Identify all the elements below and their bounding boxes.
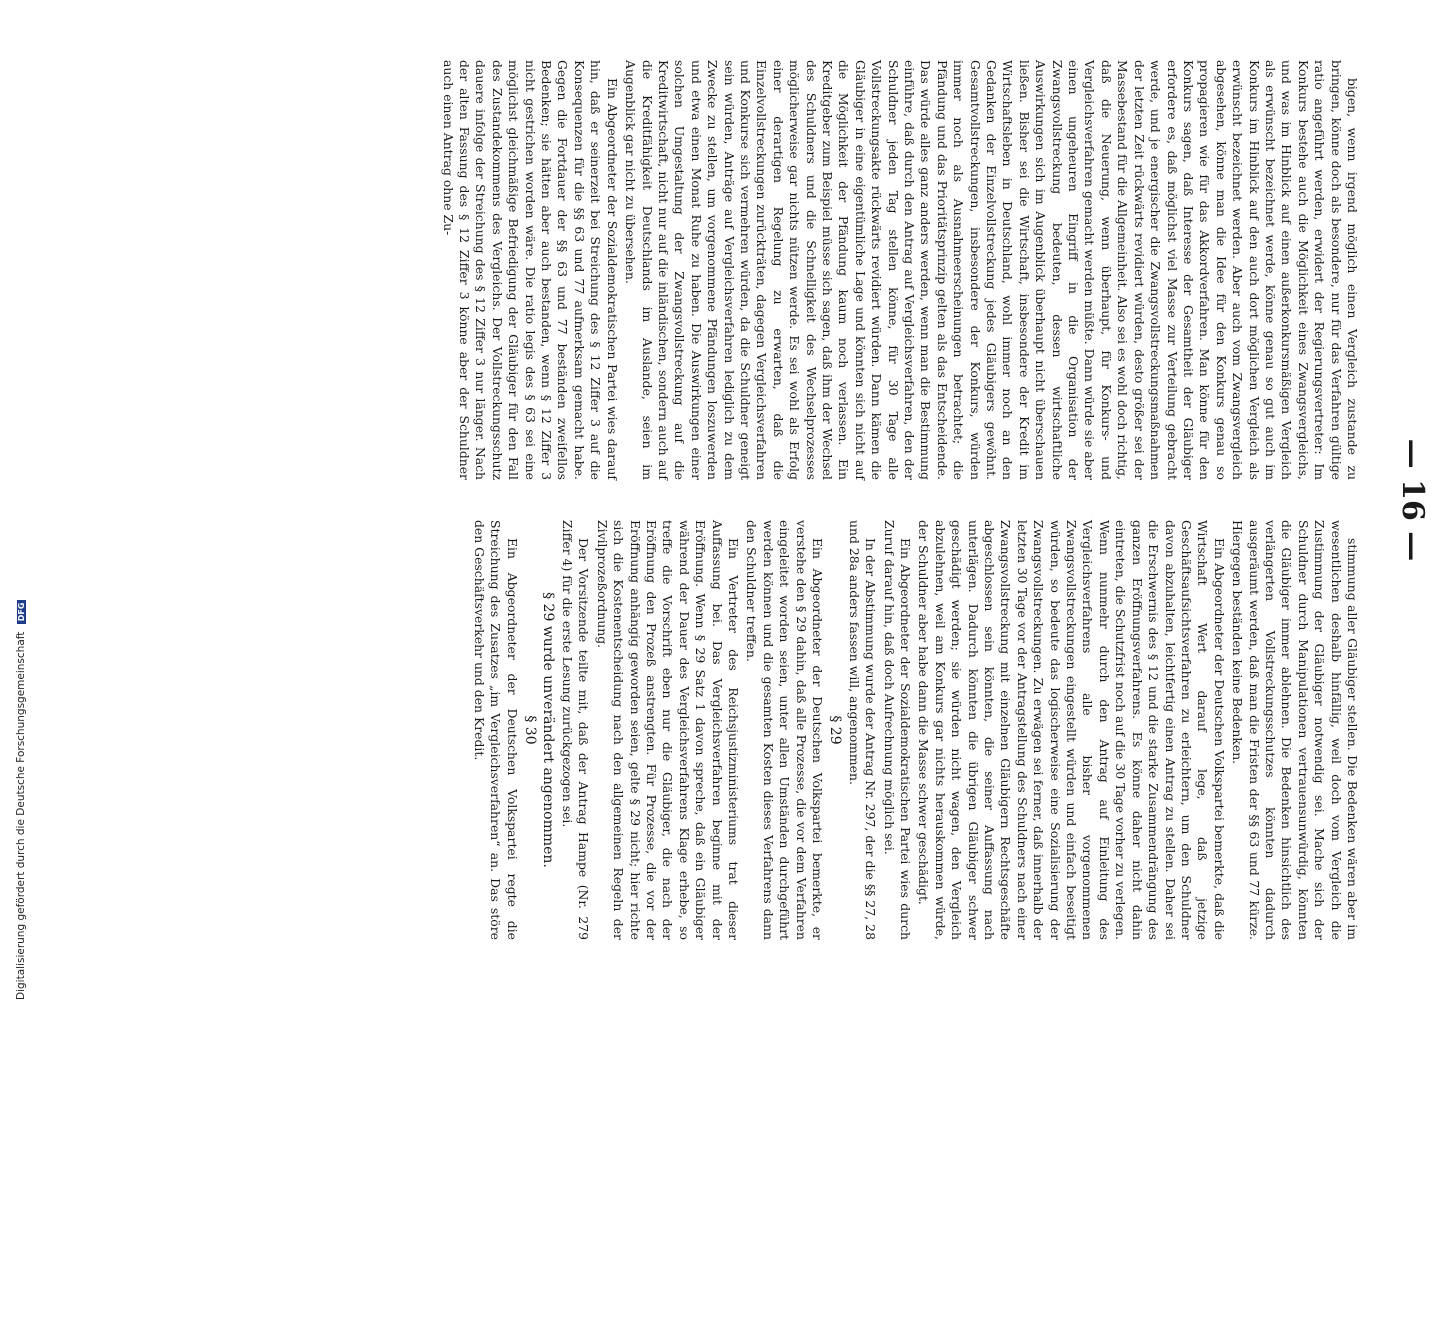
rotated-content — [160, 50, 1430, 1320]
section-heading: § 30 — [522, 715, 539, 745]
paragraph: Der Vorsitzende teilte mit, daß der Antrag Hampe (Nr. 279 Ziffer 4) für die erste Lesung zurückgezogen sei. — [559, 520, 592, 940]
footer — [2, 420, 27, 1000]
paragraph: Ein Abgeordneter der Deutschen Volkspartei bemerkte, er verstehe den § 29 dahin, daß alle Prozesse, die vor dem Verfahren eingeleitet worden seien, unter allen Umständen durchgeführt werden können und die gesamten Kosten dieses Verfahrens dann den Schuldner treffen. — [744, 520, 825, 940]
paragraph-centered: § 29 wurde unverändert angenommen. — [540, 592, 557, 868]
page-body — [160, 50, 1430, 950]
footer-text-wrap — [15, 600, 27, 1000]
dfg-logo: DFG — [17, 600, 26, 625]
paragraph: bigen, wenn irgend möglich einen Vergleich zustande zu bringen, könne doch als besondere, nur für das Verfahren gültige ratio angeführt werden, erwidert der Regierungsvertreter: Im Konkurs bestehe auch die Möglichkeit eines Zwangsvergleichs, und was im Hinblick auf einen außerkonkursmäßigen Vergleich als erwünscht bezeichnet werde, könne genau so gut auch im Konkurs im Hinblick auf den auch dort möglichen Vergleich als erwünscht bezeichnet werden. Aber auch vom Zwangsvergleich abgesehen, könne man die Idee für den Konkurs genau so propagieren wie für das Akkordverfahren. Man könne für den Konkurs sagen, daß Interesse der Gesamtheit der Gläubiger erfordere es, daß möglichst viel Masse zur Verteilung gebracht werde, und je energischer die Zwangsvollstreckungsmaßnahmen der letzten Zeit rückwärts revidiert würden, desto größer sei der Massebestand für die Allgemeinheit. Also sei es wohl doch richtig, daß die Neuerung, wenn überhaupt, für Konkurs- und Vergleichsverfahren gemacht werden müßte. Dann würde sie aber einen ungeheuren Eingriff in die Organisation der Zwangsvollstreckung bedeuten, dessen wirtschaftliche Auswirkungen sich im Augenblick überhaupt nicht überschauen ließen. Bisher sei die Wirtschaft, insbesondere der Kredit im Wirtschaftsleben in Deutschland, wohl immer noch an den Gedanken der Einzelvollstreckung jedes Gläubigers gewöhnt. Gesamtvollstreckungen, insbesondere der Konkurs, würden immer noch als Ausnahmeerscheinungen betrachtet; die Pfändung und das Prioritätsprinzip gelten als das Entscheidende. Das würde alles ganz anders werden, wenn man die Bestimmung einführe, daß durch den Antrag auf Vergleichsverfahren, den der Schuldner jeden Tag stellen könne, für 30 Tage alle Vollstreckungsakte rückwärts revidiert würden. Dann kämen die Gläubiger in eine eigentümliche Lage und könnten sich nicht auf die Möglichkeit der Pfändung kaum noch verlassen. Ein Kreditgeber zum Beispiel müsse sich sagen, daß ihm der Wechsel des Schuldners und die Schnelligkeit des Wechselprozesses möglicherweise gar nichts nützen werde. Es sei wohl als Erfolg einer derartigen Regelung zu erwarten, daß die Einzelvollstreckungen zurückträten, dagegen Vergleichsverfahren und Konkurse sich vermehren würden, da die Schuldner geneigt sein würden, Anträge auf Vergleichsverfahren lediglich zu dem Zwecke zu stellen, um vorgenommene Pfändungen loszuwerden und etwa einen Monat Ruhe zu haben. Die Auswirkungen einer solchen Umgestaltung der Zwangsvollstreckung auf die Kreditwirtschaft, nicht nur auf die inländischen, sondern auch auf die Kreditfähigkeit Deutschlands im Auslande, seien im Augenblick gar nicht zu übersehen. — [623, 60, 1360, 480]
section-heading: § 29 — [827, 715, 844, 745]
paragraph: Ein Abgeordneter der Sozialdemokratischen Partei wies durch Zuruf darauf hin, daß doch Aufrechnung möglich sei. — [881, 520, 914, 940]
paragraph: Ein Abgeordneter der Sozialdemokratischen Partei wies darauf hin, daß er seinerzeit bei Streichung des § 12 Ziffer 3 auf die Konsequenzen für die §§ 63 und 77 aufmerksam gemacht habe. Gegen die Fortdauer der §§ 63 und 77 beständen zweifellos Bedenken; sie hätten aber auch bestanden, wenn § 12 Ziffer 3 nicht gestrichen worden wäre. Die ratio legis des § 63 sei eine möglichst gleichmäßige Befriedigung der Gläubiger für den Fall des Zustandekommens des Vergleichs. Der Vollstreckungsschutz dauere infolge der Streichung des § 12 Ziffer 3 nur länger. Nach der alten Fassung des § 12 Ziffer 3 könne aber der Schuldner auch einen Antrag ohne Zu- — [440, 60, 620, 480]
paragraph: In der Abstimmung wurde der Antrag Nr. 297, der die §§ 27, 28 und 28a anders fassen will, angenommen. — [846, 520, 879, 940]
paragraph: Ein Vertreter des Reichsjustizministeriums trat dieser Auffassung bei. Das Vergleichsverfahren beginne mit der Eröffnung. Wenn § 29 Satz 1 davon spreche, daß ein Gläubiger während der Dauer des Vergleichsverfahrens Klage erhebe, so treffe die Vorschrift eben nur die Gläubiger, die nach der Eröffnung den Prozeß anstrengten. Für Prozesse, die vor der Eröffnung anhängig geworden seien, gelte § 29 nicht; hier richte sich die Kostenentscheidung nach den allgemeinen Regeln der Zivilprozeßordnung. — [594, 520, 741, 940]
paragraph: stimmung aller Gläubiger stellen. Die Bedenken wären aber im wesentlichen deshalb hinfällig, weil doch vom Vergleich die Zustimmung der Gläubiger notwendig sei. Mache sich der Schuldner durch Manipulationen vertrauensunwürdig, könnten die Gläubiger immer ablehnen. Die Bedenken hinsichtlich des verlängerten Vollstreckungsschutzes könnten dadurch ausgeräumt werden, daß man die Fristen der §§ 63 und 77 kürze. Hiergegen beständen keine Bedenken. — [1230, 520, 1360, 940]
paragraph: Ein Abgeordneter der Deutschen Volkspartei bemerkte, daß die Wirtschaft Wert darauf lege, daß jetzige Geschäftsaufsichtsverfahren zu erleichtern, um den Schuldner davon abzuhalten, leichtfertig einen Antrag zu stellen. Daher sei die Erschwernis des § 12 und die starke Zusammendrängung des ganzen Eröffnungsverfahrens. Es könne daher nicht dahin eintreten, die Schutzfrist noch auf die 30 Tage vorher zu verlegen. Wenn nunmehr durch den Antrag auf Einleitung des Vergleichsverfahrens alle bisher vorgenommenen Zwangsvollstreckungen eingestellt würden und einfach beseitigt würden, so bedeute das logischerweise eine Sozialisierung der Zwangsvollstreckungen. Zu erwägen sei ferner, daß innerhalb der letzten 30 Tage vor der Antragstellung des Schuldners nach einer Zwangsvollstreckung mit einzelnen Gläubigern Rechtsgeschäfte abgeschlossen sein könnten, die seiner Auffassung nach unterlägen. Dadurch könnten die übrigen Gläubiger schwer geschädigt werden; sie würden nicht wagen, den Vergleich abzulehnen, weil am Konkurs gar nichts herauskommen würde, der Schuldner aber habe dann die Masse schwer geschädigt. — [916, 520, 1227, 940]
footer-text: Digitalisierung gefördert durch die Deutsche Forschungsgemeinschaft — [15, 631, 27, 1000]
page-number: — 16 — — [1395, 438, 1430, 562]
left-column — [437, 60, 1360, 480]
paragraph: Ein Abgeordneter der Deutschen Volkspartei regte die Streichung des Zusatzes „im Vergleichsverfahren“ an. Das störe den Geschäftsverkehr und den Kredit. — [471, 520, 520, 940]
right-column — [468, 520, 1360, 940]
